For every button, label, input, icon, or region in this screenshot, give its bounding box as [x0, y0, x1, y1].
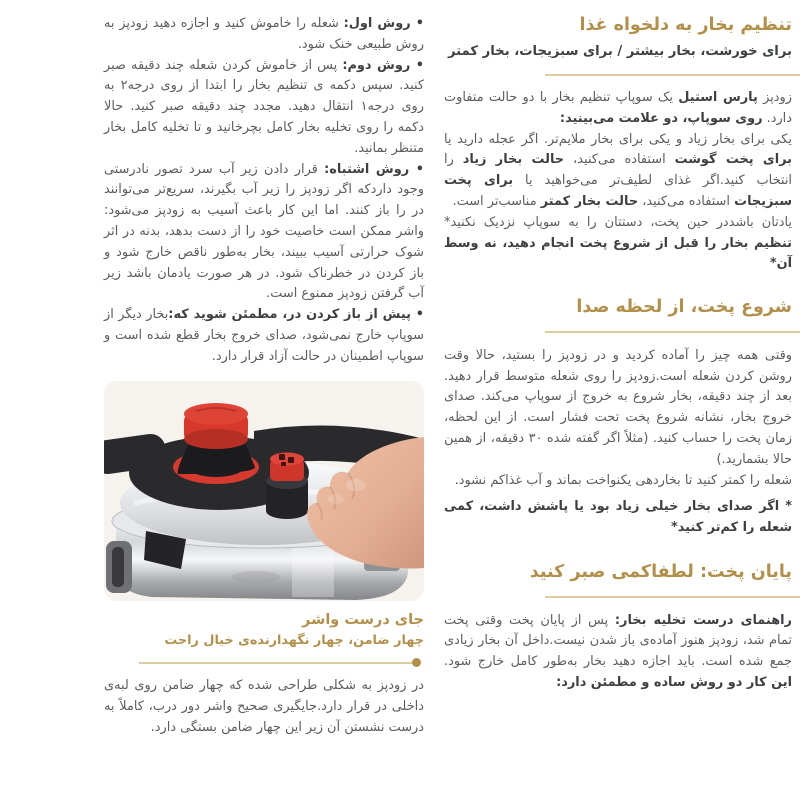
- divider-dot: [412, 658, 421, 667]
- divider-line: [545, 331, 800, 333]
- paragraph: وقتی همه چیز را آماده کردید و در زودپز را بستید، حالا وقت روشن کردن شعله است.زودپز را روی شعله متوسط قرار دهید. بعد از چند دقیقه، بخار شروع به خروج از سوپاپ می‌کند. صدای خروج بخار، نشانه شروع پخت تحت فشار است. از این لحظه، زمان پخت را حساب کنید. (مثلاً اگر گفته شده ۳۰ دقیقه، از همین حالا بشمارید.): [444, 347, 792, 467]
- paragraph: یادتان باشددر حین پخت، دستتان را به سوپاپ نزدیک نکنید* تنظیم بخار را قبل از شروع پخت انجام دهید، نه وسط آن*: [444, 214, 792, 272]
- caption-title: جای درست واشر: [302, 611, 424, 628]
- bullet-wrong-method: • روش اشتباه: قرار دادن زیر آب سرد تصور نادرستی وجود داردکه اگر زودپز را زیر آب بگیرند، سریع‌تر می‌توانند در را باز کنند. اما این کار باعث آسیب به زودپز می‌شود: واشر ممکن است خاصیت خود را از دست بدهد، بدنه در اثر شوک حرارتی آسیب ببیند، بخار به‌طور ناقص خارج شود و باز کردن در خطرناک شود. در هر صورت یادمان باشد زیر آب گرفتن زودپز ممنوع است.: [104, 161, 424, 302]
- caption-subtitle: چهار ضامن، چهار نگهدارنده‌ی خیال راحت: [164, 632, 424, 648]
- divider-line: [545, 596, 800, 598]
- section-divider: [545, 593, 800, 602]
- divider-line: [545, 74, 800, 76]
- bullet-before-opening: • پیش از باز کردن در، مطمئن شوید که:بخار دیگر از سوپاپ خارج نمی‌شود، صدای خروج بخار قطع شده است و سوپاپ اطمینان در حالت آزاد قرار دارد.: [104, 307, 425, 364]
- left-column: [104, 14, 424, 738]
- paragraph: زودپز پارس استیل یک سوپاپ تنظیم بخار با دو حالت متفاوت دارد. روی سوپاپ، دو علامت می‌بینید:: [444, 90, 792, 126]
- steam-release-knob: [178, 403, 255, 474]
- section-cooking-start: [444, 296, 792, 539]
- section-heading: تنظیم بخار به دلخواه غذا: [579, 15, 792, 35]
- caption-divider: [139, 658, 421, 667]
- pressure-cooker-illustration: [104, 381, 424, 601]
- bullet-method-1: • روش اول: شعله را خاموش کنید و اجازه دهید زودپز به روش طبیعی خنک شود.: [104, 16, 424, 52]
- bullet-method-2: • روش دوم: پس از خاموش کردن شعله چند دقیقه صبر کنید. سپس دکمه ی تنظیم بخار را ابتدا از روی درجه۲ به روی درجه۱ انتقال دهید. مجدد چند دقیقه صبر کنید. حالا دکمه را روی تخلیه بخار کامل بچرخانید و تا تخلیه کامل بخار متنظر بمانید.: [104, 57, 424, 156]
- section-heading: پایان پخت: لطفاکمی صبر کنید: [529, 561, 792, 582]
- section-steam-adjust: [444, 14, 792, 275]
- pressure-cooker-photo: [104, 381, 424, 601]
- safety-valve: [266, 452, 308, 519]
- paragraph: یکی برای بخار زیاد و یکی برای بخار ملایم‌تر. اگر عجله دارید یا برای پخت گوشت استفاده می‌کنید، حالت بخار زیاد را انتخاب کنید.اگر غذای لطیف‌تر می‌خواهید یا برای پخت سبزیجات استفاده می‌کنید، حالت بخار کمتر مناسب‌تر است.: [444, 131, 793, 209]
- section-subheading: برای خورشت، بخار بیشتر / برای سبزیجات، بخار کمتر: [447, 43, 792, 59]
- section-heading: شروع پخت، از لحظه صدا: [576, 297, 792, 318]
- note-paragraph: * اگر صدای بخار خیلی زیاد بود یا پاشش داشت، کمی شعله را کم‌تر کنید*: [444, 499, 792, 536]
- engraved-logo: [232, 571, 280, 583]
- section-cooking-end: [444, 561, 792, 694]
- divider-line: [139, 662, 412, 664]
- section-divider: [545, 328, 800, 337]
- right-column: [444, 14, 792, 694]
- paragraph: شعله را کمتر کنید تا بخاردهی یکنواخت بماند و آب غذاکم نشود.: [454, 472, 792, 488]
- paragraph: راهنمای درست تخلیه بخار: پس از پایان پخت وقتی پخت تمام شد، زودپز هنوز آماده‌ی باز شدن نیست.داخل آن بخار زیادی جمع شده است. باید اجازه دهید بخار به‌طور کامل خارج شود. این کار دو روش ساده و مطمئن دارد:: [444, 612, 792, 690]
- section-divider: [545, 70, 800, 79]
- caption-paragraph: در زودپز به شکلی طراحی شده که چهار ضامن روی لبه‌ی داخلی در قرار دارد.جایگیری صحیح واشر دور درب، کاملاً به درست نشستن آن زیر این چهار ضامن بستگی دارد.: [104, 678, 424, 735]
